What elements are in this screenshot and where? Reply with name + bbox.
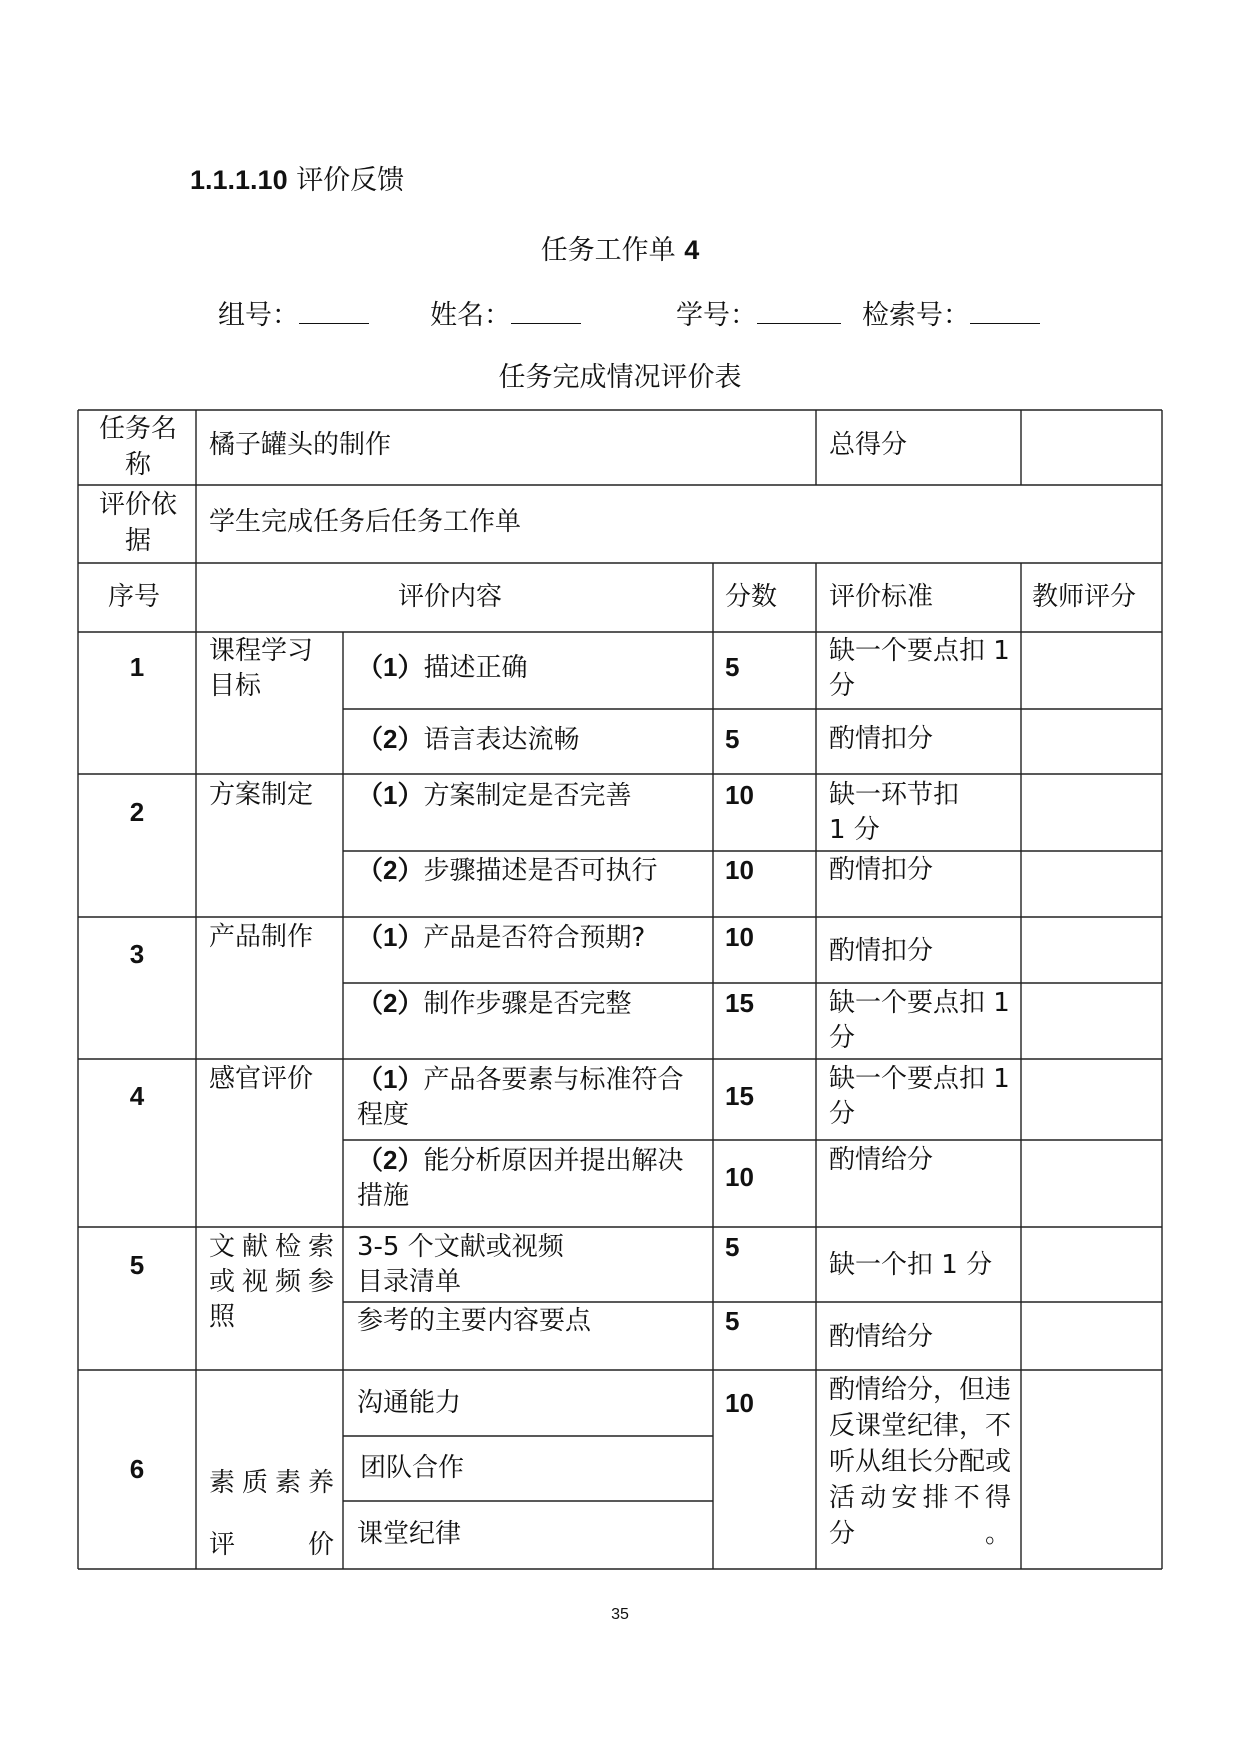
task-name-value: 橘子罐头的制作 (209, 430, 392, 460)
group-3-number: 3 (129, 939, 145, 969)
header-teacher: 教师评分 (1032, 582, 1137, 612)
item-prefix: （2） (357, 724, 424, 754)
group-number-label: 组号： (218, 300, 299, 331)
item-prefix: （1） (357, 652, 424, 682)
group-2-category: 方案制定 (209, 780, 314, 810)
item-text: 步骤描述是否可执行 (423, 856, 658, 886)
group-6-item-1: 沟通能力 (357, 1388, 462, 1418)
group-4-item-1-score: 15 (725, 1081, 754, 1111)
group-5-item-2-score: 5 (725, 1306, 740, 1336)
group-3-item-1-score: 10 (725, 922, 754, 952)
search-number-label: 检索号： (862, 300, 970, 331)
item-prefix: （2） (357, 855, 424, 885)
group-2-number: 2 (129, 797, 145, 827)
group-2-item-1-standard: 缺一环节扣 1 分 (829, 780, 960, 845)
group-number-field (218, 298, 369, 334)
section-title: 评价反馈 (296, 165, 405, 196)
group-5-number: 5 (129, 1250, 145, 1280)
search-number-field (862, 298, 1040, 334)
worksheet-title (0, 232, 1240, 269)
group-5-item-1-score: 5 (725, 1232, 740, 1262)
item-text: 产品是否符合预期? (423, 923, 646, 953)
group-2-item-2 (357, 853, 707, 889)
group-3-item-1-standard: 酌情扣分 (829, 936, 934, 966)
item-prefix: （2） (357, 988, 424, 1018)
search-number-blank[interactable] (970, 299, 1040, 324)
header-content: 评价内容 (398, 582, 503, 612)
header-standard: 评价标准 (829, 582, 934, 612)
item-prefix: （1） (357, 922, 424, 952)
group-5-item-1: 3-5 个文献或视频目录清单 (357, 1232, 564, 1297)
item-text: 能分析原因并提出解决措施 (357, 1146, 684, 1211)
group-3-item-2 (357, 986, 707, 1022)
group-2-item-1 (357, 778, 707, 814)
group-3-category: 产品制作 (209, 922, 314, 952)
group-2-item-2-score: 10 (725, 855, 754, 885)
item-text: 产品各要素与标准符合程度 (357, 1065, 684, 1130)
group-4-item-1-standard: 缺一个要点扣 1 分 (829, 1064, 1010, 1129)
table-title: 任务完成情况评价表 (498, 362, 742, 393)
item-text: 制作步骤是否完整 (423, 989, 632, 1019)
section-heading (190, 162, 404, 199)
group-4-number: 4 (129, 1081, 145, 1111)
worksheet-number: 4 (684, 235, 700, 265)
student-id-blank[interactable] (757, 299, 841, 324)
group-6-item-3: 课堂纪律 (357, 1519, 462, 1549)
group-6-number: 6 (129, 1454, 145, 1484)
student-id-label: 学号： (676, 300, 757, 331)
header-no: 序号 (108, 582, 161, 612)
group-6-category: 素质素养评价 (209, 1468, 334, 1560)
header-score: 分数 (725, 582, 778, 612)
group-number-blank[interactable] (299, 299, 369, 324)
task-name-label: 任务名称 (98, 414, 177, 480)
group-1-item-2-standard: 酌情扣分 (829, 724, 934, 754)
group-2-item-2-standard: 酌情扣分 (829, 855, 934, 885)
group-4-item-2-score: 10 (725, 1162, 754, 1192)
evaluation-basis-value: 学生完成任务后任务工作单 (209, 507, 522, 537)
group-5-item-2: 参考的主要内容要点 (357, 1306, 592, 1336)
group-1-category: 课程学习目标 (209, 636, 314, 701)
group-5-item-2-standard: 酌情给分 (829, 1322, 934, 1352)
name-label: 姓名： (430, 300, 511, 331)
group-2-item-1-score: 10 (725, 780, 754, 810)
group-1-item-1-score: 5 (725, 652, 740, 682)
group-4-item-2 (357, 1143, 709, 1214)
name-field (430, 298, 581, 334)
group-6-standard: 酌情给分，但违反课堂纪律，不听从组长分配或活动安排不得分。 (829, 1375, 1012, 1549)
group-1-item-2-score: 5 (725, 724, 740, 754)
group-5-category: 文献检索或视频参照 (209, 1232, 334, 1332)
item-text: 方案制定是否完善 (423, 781, 632, 811)
group-3-item-2-score: 15 (725, 988, 754, 1018)
group-1-item-1-standard: 缺一个要点扣 1 分 (829, 636, 1010, 701)
group-6-item-2: 团队合作 (360, 1453, 465, 1483)
group-1-number: 1 (129, 652, 145, 682)
item-text: 语言表达流畅 (423, 725, 580, 755)
group-4-item-1 (357, 1062, 709, 1133)
item-prefix: （2） (357, 1145, 424, 1175)
evaluation-basis-label: 评价依据 (98, 490, 177, 556)
name-blank[interactable] (511, 299, 581, 324)
group-4-item-2-standard: 酌情给分 (829, 1145, 934, 1175)
group-3-item-2-standard: 缺一个要点扣 1 分 (829, 988, 1010, 1053)
student-id-field (676, 298, 841, 334)
group-3-item-1 (357, 920, 707, 956)
item-prefix: （1） (357, 780, 424, 810)
item-prefix: （1） (357, 1064, 424, 1094)
page-number: 35 (611, 1606, 629, 1623)
group-6-score: 10 (725, 1388, 754, 1418)
group-1-item-1 (357, 650, 707, 686)
section-number: 1.1.1.10 (190, 165, 288, 195)
worksheet-title-text: 任务工作单 (540, 235, 676, 266)
total-score-label: 总得分 (829, 430, 908, 460)
group-5-item-1-standard: 缺一个扣 1 分 (829, 1250, 993, 1280)
group-4-category: 感官评价 (209, 1064, 314, 1094)
group-1-item-2 (357, 722, 707, 758)
item-text: 描述正确 (423, 653, 528, 683)
